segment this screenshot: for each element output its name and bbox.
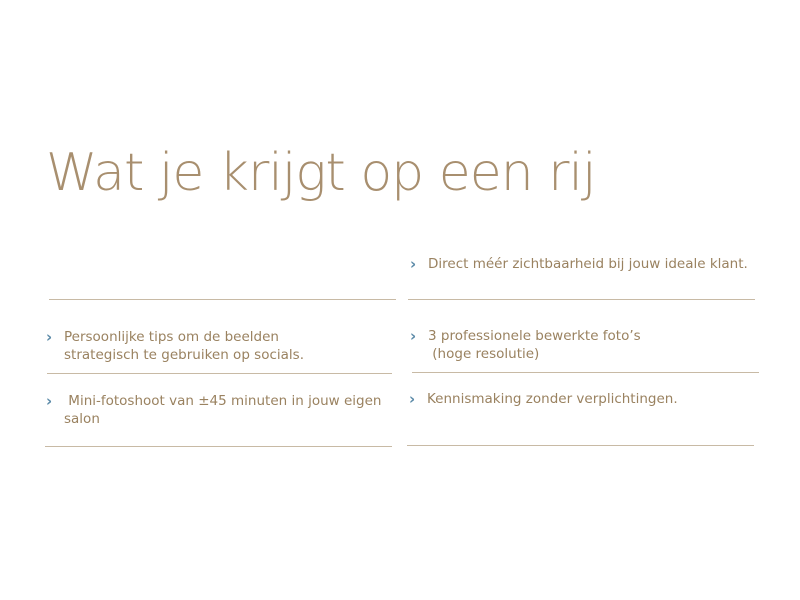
list-item xyxy=(410,327,641,363)
list-item xyxy=(409,390,678,408)
page-title: Wat je krijgt op een rij xyxy=(46,143,596,203)
list-item xyxy=(46,328,304,364)
list-item-text: 3 professionele bewerkte foto’s (hoge resolutie) xyxy=(428,328,641,362)
list-item xyxy=(410,255,748,273)
list-item-text: Mini-fotoshoot van ±45 minuten in jouw eigen salon xyxy=(64,393,382,427)
chevron-right-icon: › xyxy=(409,390,416,408)
divider xyxy=(47,373,392,374)
divider xyxy=(408,299,755,300)
list-item xyxy=(46,392,381,428)
divider xyxy=(412,372,759,373)
divider xyxy=(45,446,392,447)
chevron-right-icon: › xyxy=(46,392,53,410)
chevron-right-icon: › xyxy=(410,255,417,273)
chevron-right-icon: › xyxy=(46,328,53,346)
divider xyxy=(407,445,754,446)
chevron-right-icon: › xyxy=(410,327,417,345)
list-item-text: Persoonlijke tips om de beelden strategisch te gebruiken op socials. xyxy=(64,329,304,363)
list-item-text: Direct méér zichtbaarheid bij jouw ideale klant. xyxy=(428,256,748,272)
list-item-text: Kennismaking zonder verplichtingen. xyxy=(427,391,678,407)
divider xyxy=(49,299,396,300)
